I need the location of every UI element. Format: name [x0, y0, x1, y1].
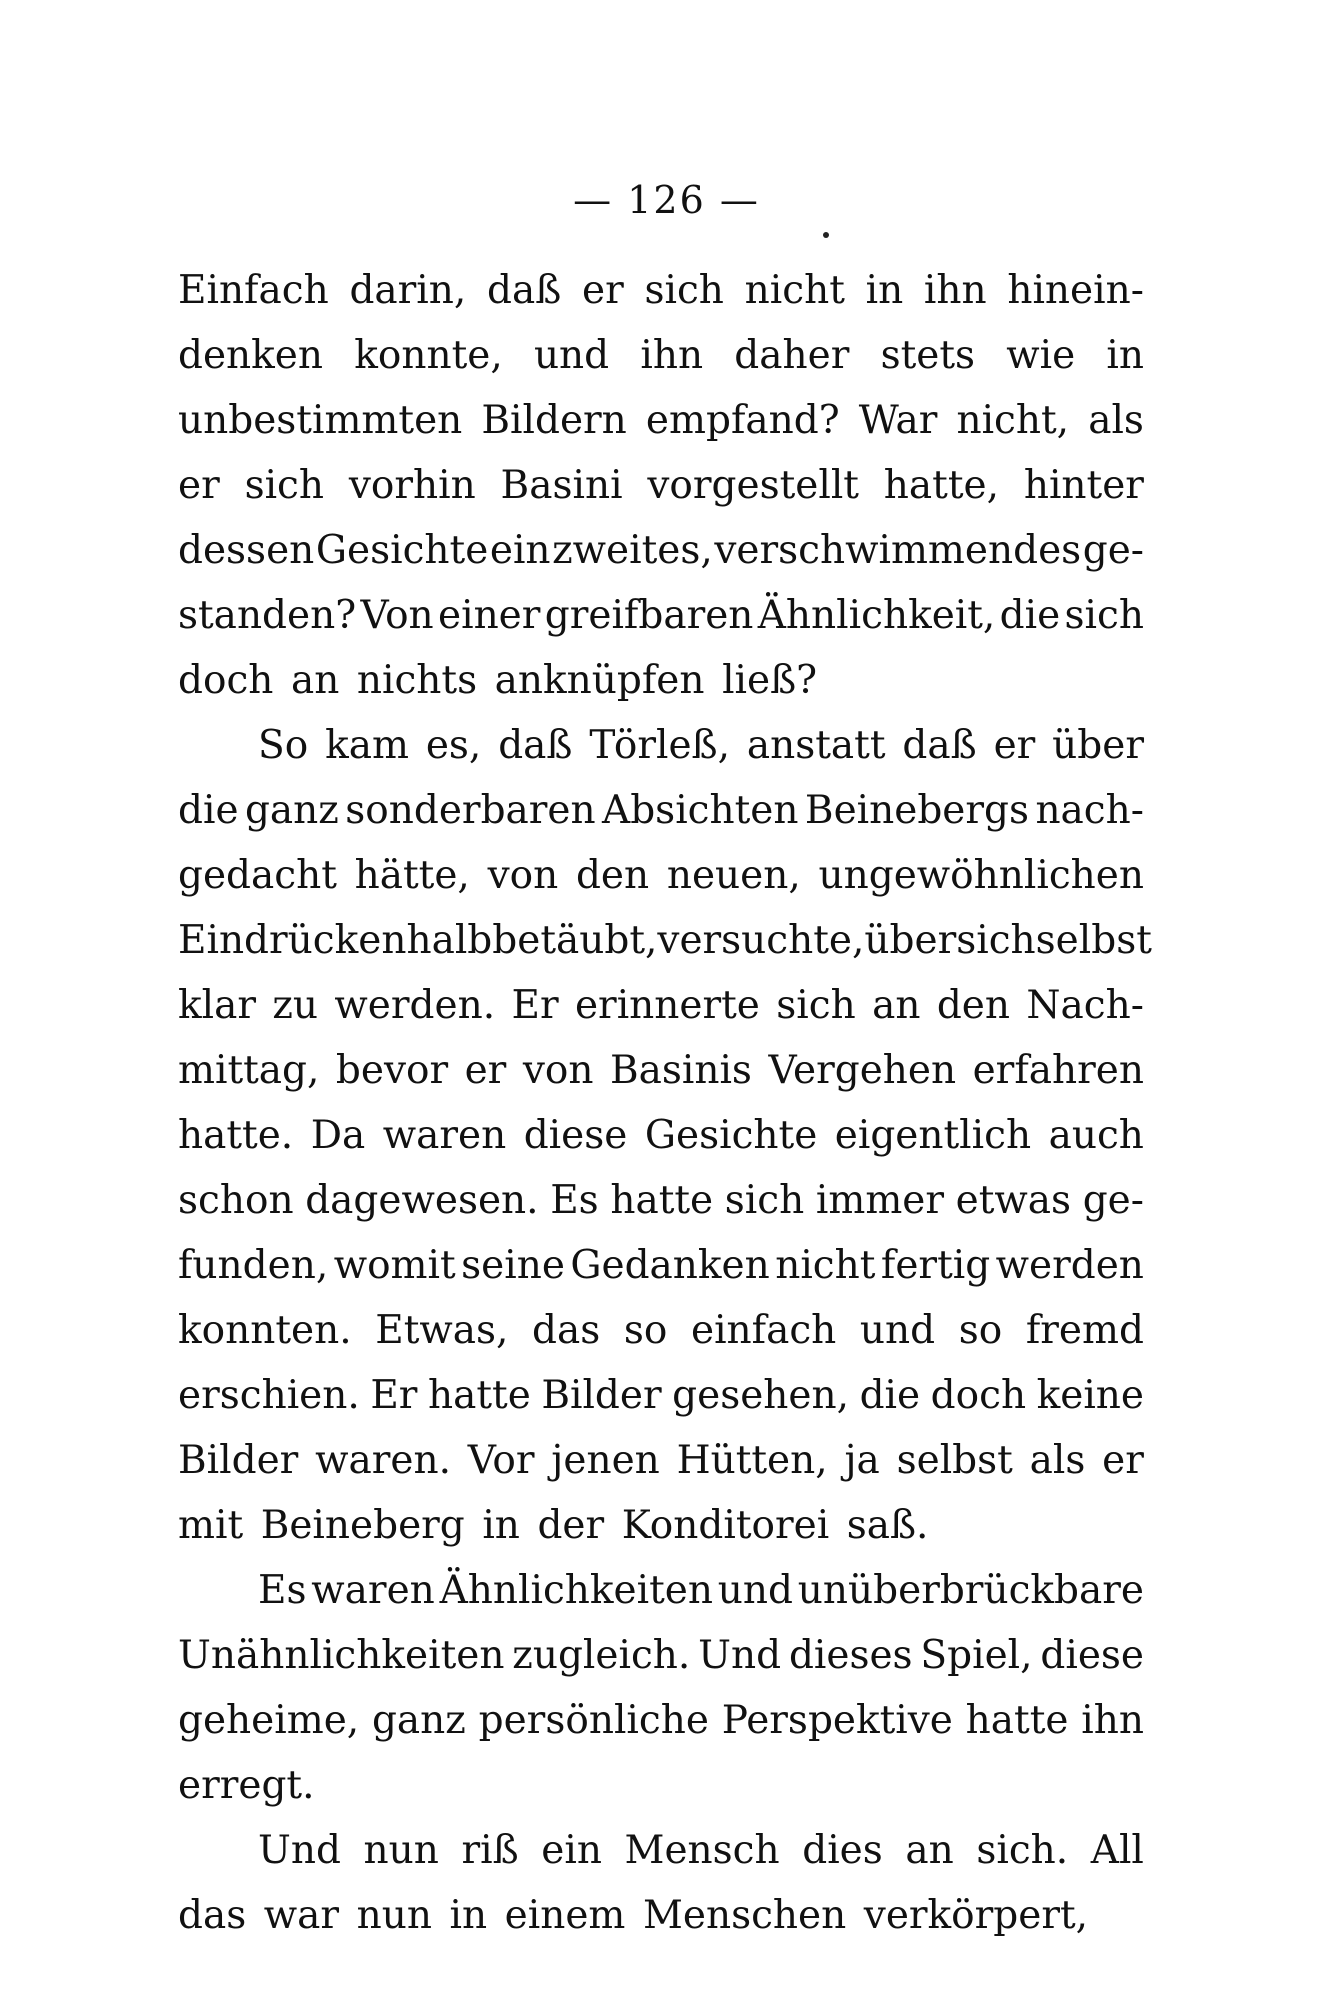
paragraph [178, 258, 1144, 713]
text-line: erschien. Er hatte Bilder gesehen, die doch keine [178, 1373, 1144, 1418]
ink-speck [823, 232, 829, 238]
text-line: geheime, ganz persönliche Perspektive hatte ihn [178, 1698, 1144, 1743]
text-line: konnten. Etwas, das so einfach und so fremd [178, 1308, 1144, 1353]
text-line: die ganz sonderbaren Absichten Beinebergs nach- [178, 788, 1144, 833]
text-line: denken konnte, und ihn daher stets wie in [178, 333, 1144, 378]
text-line: unbestimmten Bildern empfand? War nicht, als [178, 398, 1144, 443]
text-line: So kam es, daß Törleß, anstatt daß er über [258, 723, 1144, 768]
paragraph [178, 1558, 1144, 1818]
text-line: schon dagewesen. Es hatte sich immer etwas ge- [178, 1178, 1144, 1223]
text-line: funden, womit seine Gedanken nicht fertig werden [178, 1243, 1144, 1288]
text-line: Bilder waren. Vor jenen Hütten, ja selbst als er [178, 1438, 1144, 1483]
text-line: doch an nichts anknüpfen ließ? [178, 658, 818, 703]
text-line: Einfach darin, daß er sich nicht in ihn hinein- [178, 268, 1144, 313]
text-line: erregt. [178, 1763, 315, 1808]
text-line: hatte. Da waren diese Gesichte eigentlich auch [178, 1113, 1144, 1158]
text-line: Und nun riß ein Mensch dies an sich. All [258, 1828, 1144, 1873]
text-line: das war nun in einem Menschen verkörpert, [178, 1893, 1089, 1938]
text-line: Eindrücken halb betäubt, versuchte, über sich selbst [178, 918, 1152, 963]
text-line: gedacht hätte, von den neuen, ungewöhnlichen [178, 853, 1144, 898]
text-line: klar zu werden. Er erinnerte sich an den Nach- [178, 983, 1144, 1028]
page-number: — 126 — [573, 178, 760, 222]
text-line: dessen Gesichte ein zweites, verschwimmendes ge- [178, 528, 1144, 573]
text-line: mit Beineberg in der Konditorei saß. [178, 1503, 929, 1548]
body-text [178, 258, 1152, 1948]
text-line: er sich vorhin Basini vorgestellt hatte, hinter [178, 463, 1144, 508]
text-line: mittag, bevor er von Basinis Vergehen erfahren [178, 1048, 1144, 1093]
text-line: Es waren Ähnlichkeiten und unüberbrückbare [258, 1568, 1144, 1613]
text-line: standen? Von einer greifbaren Ähnlichkeit, die sich [178, 593, 1144, 638]
paragraph [178, 713, 1152, 1558]
paragraph [178, 1818, 1144, 1948]
text-line: Unähnlichkeiten zugleich. Und dieses Spiel, diese [178, 1633, 1144, 1678]
